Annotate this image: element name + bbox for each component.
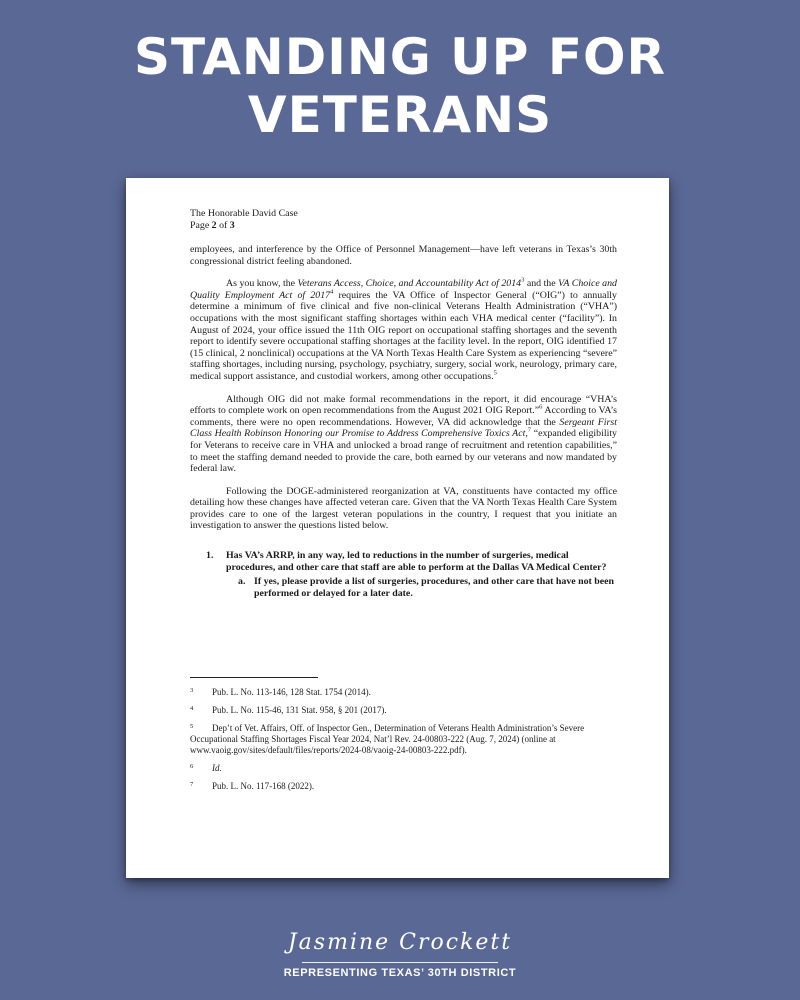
tagline: REPRESENTING TEXAS’ 30TH DISTRICT [283,967,517,979]
footnote-3 [190,687,617,698]
headline-line-2: VETERANS [247,86,553,144]
footnote-divider [190,677,318,678]
headline [0,28,800,144]
paragraph-1: employees, and interference by the Office of Personnel Management—have left veterans in Texas’s 30th congressional district feeling abandoned. [190,244,617,267]
footnote-7 [190,781,617,792]
paragraph-4: Following the DOGE-administered reorganization at VA, constituents have contacted my office detailing how these changes have affected veteran care. Given that the VA North Texas Health Care System provides care to one of the largest veteran populations in the country, I request that you initiate an investigation to answer the questions listed below. [190,485,617,532]
footnote-4 [190,705,617,716]
footnote-text: Pub. L. No. 117-168 (2022). [212,781,315,792]
paragraph-2: As you know, the Veterans Access, Choice, and Accountability Act of 2014$^3$ and the VA Choice and Quality Employment Act of 2017$^4$ requires the VA Office of Inspector General (“OIG”) to annually determine a minimum of five clinical and five non-clinical Veterans Health Administration (“VHA”) occupations with the most significant staffing shortages within each VHA medical center (“facility”). In August of 2024, your office issued the 11th OIG report on occupational staffing shortages and the seventh report to identify severe occupational staffing shortages at the facility level. In the report, OIG identified 17 (15 clinical, 2 nonclinical) occupations at the VA North Texas Health Care System as experiencing “severe” staffing shortages, including nursing, psychology, psychiatry, surgery, social work, neurology, primary care, medical support assistance, and custodial workers, among other occupations.$^5$ [190,276,617,382]
footnote-6 [190,763,617,774]
page-number: Page 2 of 3 [190,220,235,231]
question-1a: a. If yes, please provide a list of surgeries, procedures, and other care that have not been performed or delayed for a later date. [238,576,615,599]
signature-underline [302,962,498,963]
footnotes [190,687,617,792]
question-1: 1. Has VA’s ARRP, in any way, led to reductions in the number of surgeries, medical procedures, and other care that staff are able to perform at the Dallas VA Medical Center? [206,550,607,573]
footnote-number: 6 [190,763,194,771]
footnote-text: Dep’t of Vet. Affairs, Off. of Inspector Gen., Determination of Veterans Health Administration’s Severe Occupational Staffing Shortages Fiscal Year 2024, Nat’l Rev. 24-00803-222 (Aug. 7, 2024) (online at www.vaoig.gov/sites/default/files/reports/2024-08/vaoig-24-00803-222.pdf). [190,723,585,756]
letterhead [190,208,617,232]
letter-page [126,178,669,878]
footnote-number: 4 [190,705,194,713]
footnote-5 [190,723,617,756]
footnote-text: Id. [212,763,222,774]
footnote-number: 3 [190,687,194,695]
recipient: The Honorable David Case [190,208,298,219]
headline-line-1: STANDING UP FOR [134,28,666,86]
paragraph-3: Although OIG did not make formal recommendations in the report, it did encourage “VHA’s efforts to complete work on open recommendations from the August 2021 OIG Report.”$^6$ According to VA’s comments, there were no open recommendations. However, VA did acknowledge that the Sergeant First Class Health Robinson Honoring our Promise to Address Comprehensive Toxics Act,$^7$ “expanded eligibility for Veterans to receive care in VHA and unlocked a broad range of recruitment and retention capabilities,” to meet the staffing demand needed to provide the care, both earned by our veterans and now mandated by federal law. [190,393,617,475]
footnote-text: Pub. L. No. 113-146, 128 Stat. 1754 (2014). [212,687,371,698]
signature: Jasmine Crockett [287,930,513,955]
footnote-number: 5 [190,723,194,731]
questions-list [190,550,617,599]
footnote-number: 7 [190,781,194,789]
footer [0,930,800,979]
footnote-text: Pub. L. No. 115-46, 131 Stat. 958, § 201 (2017). [212,705,387,716]
